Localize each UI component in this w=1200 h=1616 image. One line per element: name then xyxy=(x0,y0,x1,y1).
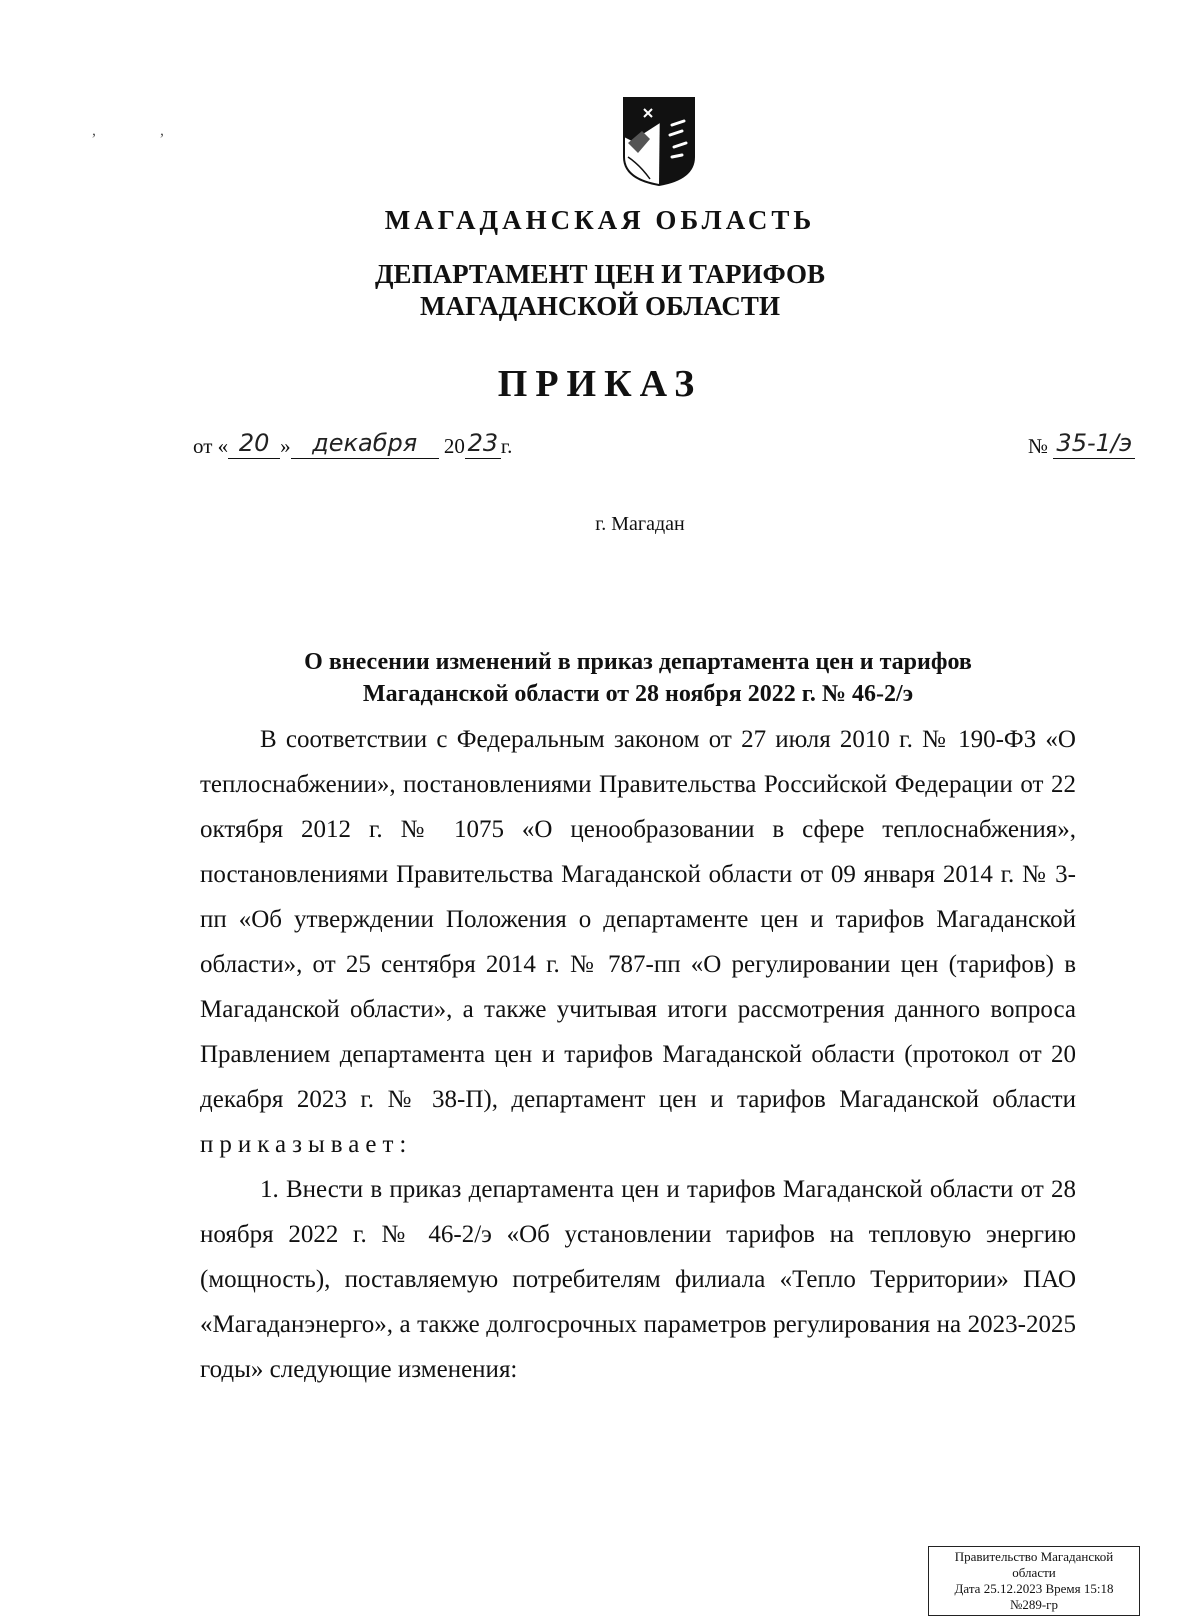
number-value: 35-1/э xyxy=(1053,432,1135,459)
department-title-line2: МАГАДАНСКОЙ ОБЛАСТИ xyxy=(420,291,780,321)
date-suffix: г. xyxy=(500,434,513,458)
number-prefix: № xyxy=(1028,434,1049,458)
date-mid: » xyxy=(280,434,291,458)
registration-stamp xyxy=(928,1546,1140,1616)
preamble-text: В соответствии с Федеральным законом от 27 июля 2010 г. № 190-ФЗ «О теплоснабжении», постановлениями Правительства Российской Федерации от 22 октября 2012 г. № 1075 «О ценообразовании в сфере теплоснабжения», постановлениями Правительства Магаданской области от 09 января 2014 г. № 3-пп «Об утверждении Положения о департаменте цен и тарифов Магаданской области», от 25 сентября 2014 г. № 787-пп «О регулировании цен (тарифов) в Магаданской области», а также учитывая итоги рассмотрения данного вопроса Правлением департамента цен и тарифов Магаданской области (протокол от 20 декабря 2023 г. № 38-П), департамент цен и тарифов Магаданской области xyxy=(200,726,1076,1113)
order-date xyxy=(193,429,513,459)
paragraph-preamble xyxy=(200,717,1076,1167)
region-title: МАГАДАНСКАЯ ОБЛАСТЬ xyxy=(384,205,816,235)
stamp-line4: №289-гр xyxy=(1009,1597,1059,1612)
preamble-verb: приказывает: xyxy=(200,1131,413,1158)
city: г. Магадан xyxy=(595,513,685,535)
date-year-prefix: 20 xyxy=(443,434,465,458)
order-body xyxy=(200,717,1076,1392)
date-prefix: от « xyxy=(193,434,229,458)
date-month: декабря xyxy=(291,432,439,459)
stamp-line3: Дата 25.12.2023 Время 15:18 xyxy=(954,1581,1114,1596)
subject-line1: О внесении изменений в приказ департамента цен и тарифов xyxy=(304,649,972,675)
document-type: ПРИКАЗ xyxy=(497,363,703,405)
department-title-line1: ДЕПАРТАМЕНТ ЦЕН И ТАРИФОВ xyxy=(374,259,826,289)
department-title xyxy=(0,258,1200,322)
date-year-suffix: 23 xyxy=(465,432,501,459)
paragraph-item-1: 1. Внести в приказ департамента цен и тарифов Магаданской области от 28 ноября 2022 г. № 46-2/э «Об установлении тарифов на тепловую энергию (мощность), поставляемую потребителям филиала «Тепло Территории» ПАО «Магаданэнерго», а также долгосрочных параметров регулирования на 2023-2025 годы» следующие изменения: xyxy=(200,1176,1076,1383)
order-subject xyxy=(200,646,1076,710)
stamp-line2: области xyxy=(1012,1565,1056,1580)
stamp-line1: Правительство Магаданской xyxy=(954,1549,1114,1564)
margin-marks: , , xyxy=(92,122,194,139)
date-day: 20 xyxy=(228,432,280,459)
coat-of-arms-icon xyxy=(620,95,698,187)
order-number xyxy=(1028,429,1135,459)
subject-line2: Магаданской области от 28 ноября 2022 г. № 46-2/э xyxy=(362,681,914,707)
